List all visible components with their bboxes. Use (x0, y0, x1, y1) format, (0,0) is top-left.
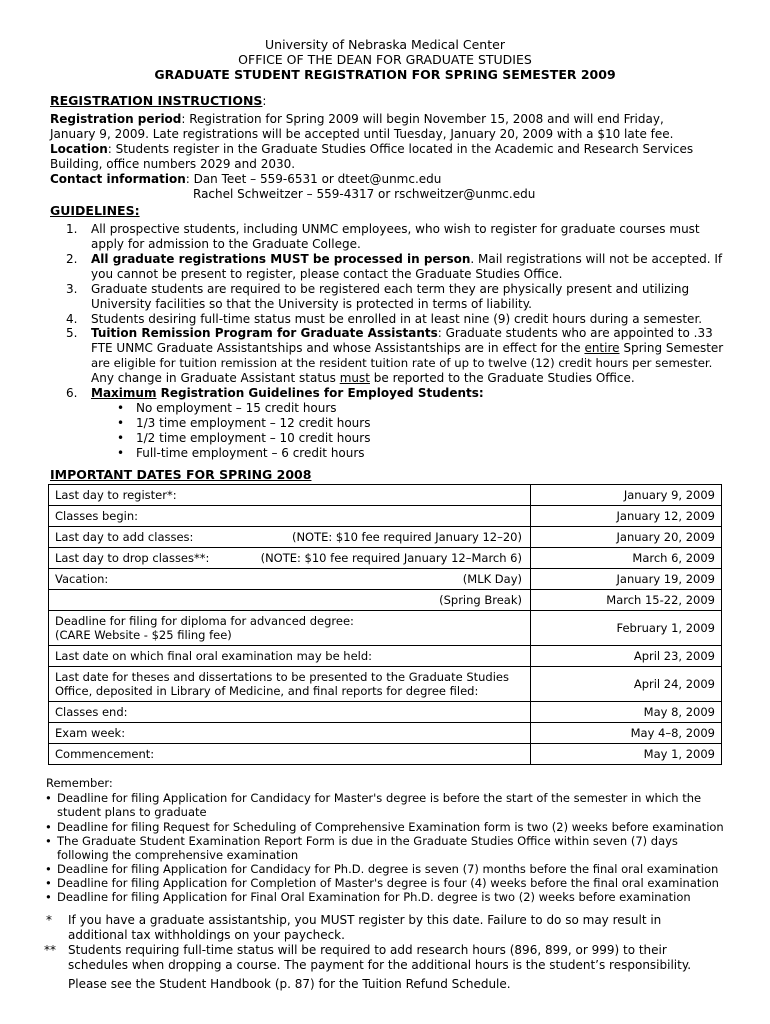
bullet-icon: • (45, 791, 52, 805)
remember-item: Deadline for filing Request for Scheduling of Comprehensive Examination form is two (2) weeks before examination (57, 820, 724, 834)
vacation-note: (MLK Day) (462, 572, 522, 586)
contact-label: Contact information (50, 172, 186, 186)
table-row (49, 569, 722, 590)
remember-item: The Graduate Student Examination Report Form is due in the Graduate Studies Office within seven (7) days (57, 834, 678, 848)
remember-heading: Remember: (46, 776, 113, 790)
footnote-assistantship: If you have a graduate assistantship, you MUST register by this date. Failure to do so may result in (68, 913, 662, 927)
bullet-icon: • (45, 834, 52, 848)
date-value: May 1, 2009 (531, 744, 722, 765)
remember-item: Deadline for filing Application for Candidacy for Ph.D. degree is seven (7) months before the final oral examination (57, 862, 719, 876)
date-label: Commencement: (49, 744, 531, 765)
bullet-icon: • (117, 446, 125, 460)
table-row (49, 527, 722, 548)
guideline-5-cont-2: are eligible for tuition remission at the resident tuition rate of up to twelve (12) credit hours per semester. (91, 356, 713, 370)
footnote-full-time: Students requiring full-time status will be required to add research hours (896, 899, or 999) to their (68, 943, 667, 957)
date-label: Last day to drop classes**: (NOTE: $10 fee required January 12–March 6) (49, 548, 531, 569)
guideline-2-cont: you cannot be present to register, please contact the Graduate Studies Office. (91, 267, 563, 281)
guideline-2: All graduate registrations MUST be processed in person. Mail registrations will not be accepted. If (91, 252, 723, 266)
date-value: January 20, 2009 (531, 527, 722, 548)
bullet-icon: • (45, 890, 52, 904)
footnote-marker: * (46, 913, 52, 927)
guidelines-heading: GUIDELINES: (50, 203, 140, 218)
date-label: Classes begin: (49, 506, 531, 527)
guideline-3: Graduate students are required to be registered each term they are physically present and utilizing (91, 282, 690, 296)
document-title: GRADUATE STUDENT REGISTRATION FOR SPRING SEMESTER 2009 (154, 67, 616, 82)
date-label: Vacation: (MLK Day) (49, 569, 531, 590)
registration-instructions-heading: REGISTRATION INSTRUCTIONS: (50, 93, 267, 108)
table-row (49, 702, 722, 723)
table-row (49, 590, 722, 611)
date-label: Last date on which final oral examination may be held: (49, 646, 531, 667)
university-name: University of Nebraska Medical Center (265, 37, 505, 52)
registration-period-line-2: January 9, 2009. Late registrations will be accepted until Tuesday, January 20, 2009 with a $10 late fee. (50, 127, 674, 141)
registration-period-line: Registration period: Registration for Spring 2009 will begin November 15, 2008 and will end Friday, (50, 112, 664, 126)
table-row (49, 667, 722, 702)
date-label: Last day to register*: (49, 485, 531, 506)
guideline-5-cont: FTE UNMC Graduate Assistantships and whose Assistantships are in effect for the entire Spring Semester (91, 341, 724, 355)
bullet-icon: • (117, 401, 125, 415)
location-line: Location: Students register in the Graduate Studies Office located in the Academic and Research Services (50, 142, 694, 156)
guideline-number: 5. (66, 326, 78, 340)
guideline-5-cont-3: Any change in Graduate Assistant status must be reported to the Graduate Studies Office. (91, 371, 635, 385)
vacation-note: (Spring Break) (439, 593, 522, 607)
date-label (49, 590, 531, 611)
footnote-full-time-cont: schedules when dropping a course. The payment for the additional hours is the student’s responsibility. (68, 958, 692, 972)
guideline-number: 2. (66, 252, 78, 266)
date-value: February 1, 2009 (531, 611, 722, 646)
date-label: Last date for theses and dissertations to be presented to the Graduate Studies Office, deposited in Library of Medicine, and final reports for degree filed: (49, 667, 531, 702)
office-name: OFFICE OF THE DEAN FOR GRADUATE STUDIES (238, 52, 532, 67)
date-label: Exam week: (49, 723, 531, 744)
date-value: May 8, 2009 (531, 702, 722, 723)
date-value: January 19, 2009 (531, 569, 722, 590)
date-label: Last day to add classes: (NOTE: $10 fee required January 12–20) (49, 527, 531, 548)
employment-guideline: No employment – 15 credit hours (136, 401, 337, 415)
table-row (49, 485, 722, 506)
bullet-icon: • (117, 416, 125, 430)
location-label: Location (50, 142, 108, 156)
guideline-5: Tuition Remission Program for Graduate Assistants: Graduate students who are appointed to .33 (91, 326, 713, 340)
fee-note: (NOTE: $10 fee required January 12–20) (291, 530, 522, 544)
date-value: January 12, 2009 (531, 506, 722, 527)
bullet-icon: • (45, 862, 52, 876)
date-label: Deadline for filing for diploma for advanced degree: (CARE Website - $25 filing fee) (49, 611, 531, 646)
date-value: May 4–8, 2009 (531, 723, 722, 744)
date-label: Classes end: (49, 702, 531, 723)
table-row (49, 744, 722, 765)
location-line-2: Building, office numbers 2029 and 2030. (50, 157, 296, 171)
footnote-marker: ** (44, 943, 56, 957)
guideline-3-cont: University facilities so that the University is protected in terms of liability. (91, 297, 532, 311)
date-value: January 9, 2009 (531, 485, 722, 506)
date-value: April 24, 2009 (531, 667, 722, 702)
guideline-number: 6. (66, 386, 78, 400)
remember-item-cont: student plans to graduate (57, 805, 207, 819)
remember-item-cont: following the comprehensive examination (57, 848, 299, 862)
table-row (49, 506, 722, 527)
guideline-1: All prospective students, including UNMC employees, who wish to register for graduate courses must (91, 222, 700, 236)
guideline-number: 4. (66, 312, 78, 326)
registration-period-label: Registration period (50, 112, 182, 126)
date-value: March 15-22, 2009 (531, 590, 722, 611)
remember-item: Deadline for filing Application for Candidacy for Master's degree is before the start of the semester in which the (57, 791, 702, 805)
guideline-number: 1. (66, 222, 78, 236)
important-dates-heading: IMPORTANT DATES FOR SPRING 2008 (50, 467, 312, 482)
table-row (49, 723, 722, 744)
employment-guideline: 1/2 time employment – 10 credit hours (136, 431, 371, 445)
refund-schedule-note: Please see the Student Handbook (p. 87) for the Tuition Refund Schedule. (68, 977, 511, 991)
fee-note: (NOTE: $10 fee required January 12–March 6) (260, 551, 522, 565)
date-value: March 6, 2009 (531, 548, 722, 569)
remember-item: Deadline for filing Application for Completion of Master's degree is four (4) weeks before the final oral examination (57, 876, 719, 890)
guideline-number: 3. (66, 282, 78, 296)
guideline-1-cont: apply for admission to the Graduate College. (91, 237, 361, 251)
contact-line-2: Rachel Schweitzer – 559-4317 or rschweitzer@unmc.edu (193, 187, 536, 201)
table-row (49, 646, 722, 667)
contact-line: Contact information: Dan Teet – 559-6531 or dteet@unmc.edu (50, 172, 442, 186)
employment-guideline: Full-time employment – 6 credit hours (136, 446, 365, 460)
employment-guideline: 1/3 time employment – 12 credit hours (136, 416, 371, 430)
table-row (49, 548, 722, 569)
bullet-icon: • (117, 431, 125, 445)
date-value: April 23, 2009 (531, 646, 722, 667)
guideline-6: Maximum Registration Guidelines for Employed Students: (91, 386, 484, 400)
remember-item: Deadline for filing Application for Final Oral Examination for Ph.D. degree is two (2) weeks before examination (57, 890, 691, 904)
footnote-assistantship-cont: additional tax withholdings on your paycheck. (68, 928, 345, 942)
guideline-4: Students desiring full-time status must be enrolled in at least nine (9) credit hours during a semester. (91, 312, 703, 326)
bullet-icon: • (45, 876, 52, 890)
table-row (49, 611, 722, 646)
bullet-icon: • (45, 820, 52, 834)
important-dates-table (48, 484, 722, 765)
